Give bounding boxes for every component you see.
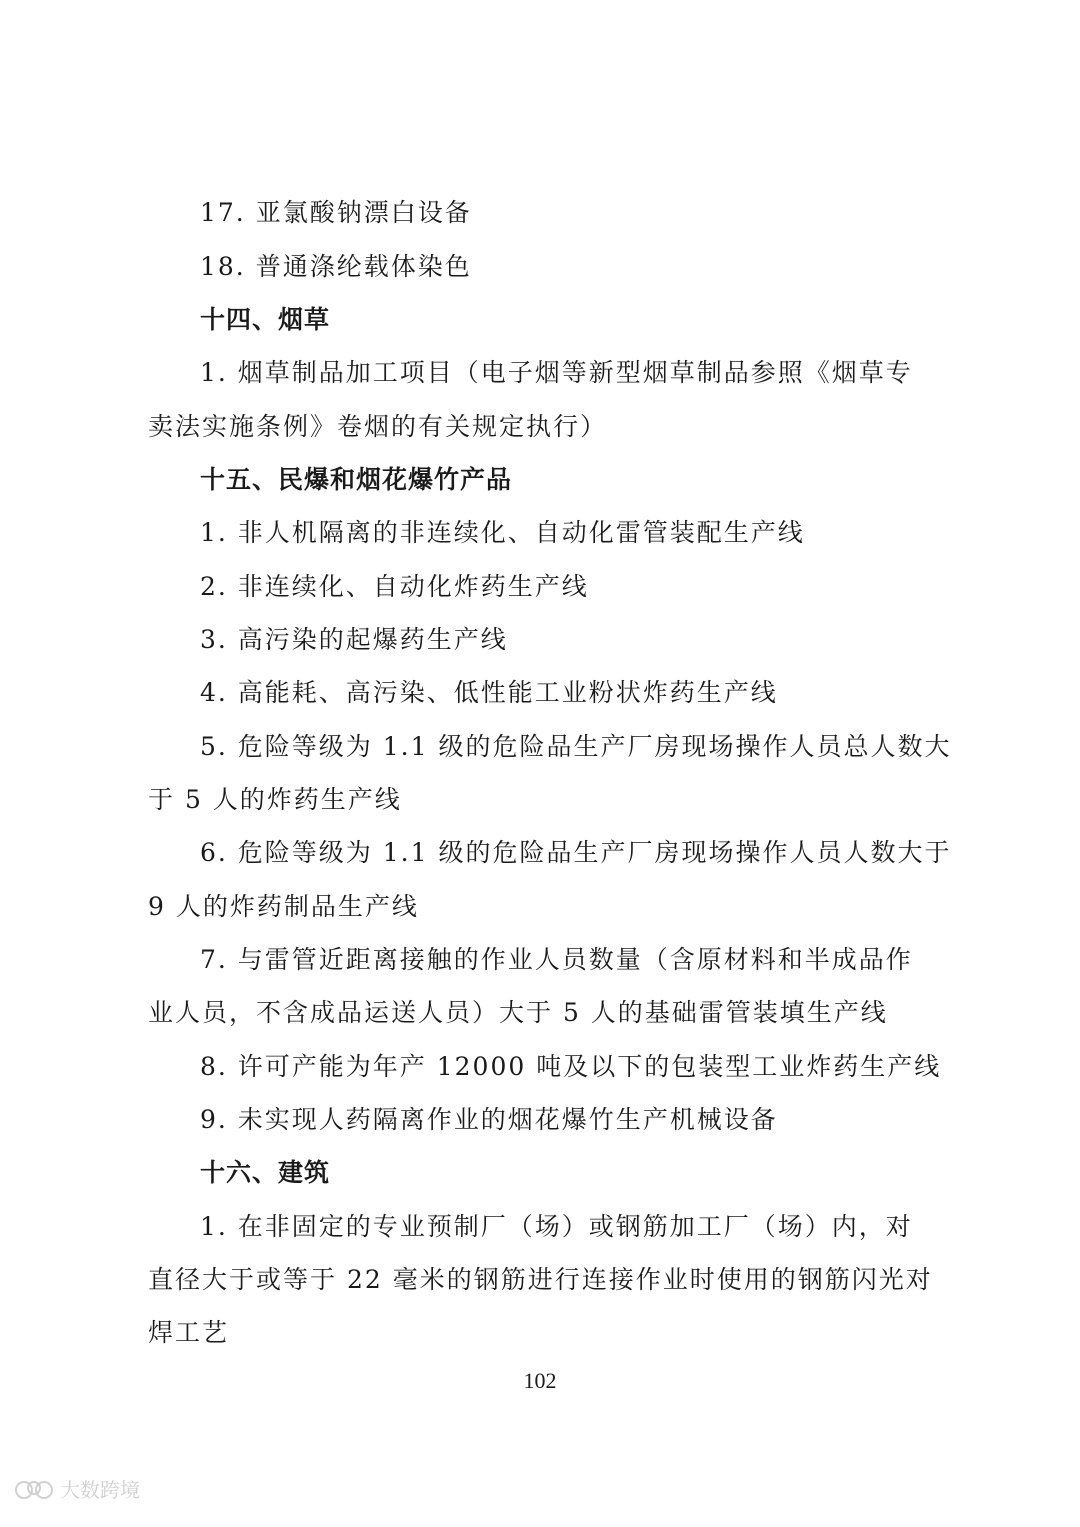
list-item-continuation: 卖法实施条例》卷烟的有关规定执行）: [148, 412, 608, 441]
list-item-continuation: 于 5 人的炸药生产线: [148, 785, 402, 814]
list-item: 6. 危险等级为 1.1 级的危险品生产厂房现场操作人员人数大于: [200, 838, 952, 867]
list-item-continuation: 9 人的炸药制品生产线: [148, 892, 419, 921]
page-number: 102: [523, 1368, 557, 1393]
list-item: 18. 普通涤纶载体染色: [200, 252, 472, 281]
list-item: 2. 非连续化、自动化炸药生产线: [200, 572, 589, 601]
list-item: 3. 高污染的起爆药生产线: [200, 625, 508, 654]
list-item: 1. 非人机隔离的非连续化、自动化雷管装配生产线: [200, 518, 805, 547]
list-item: 9. 未实现人药隔离作业的烟花爆竹生产机械设备: [200, 1105, 778, 1134]
list-item: 17. 亚氯酸钠漂白设备: [200, 198, 472, 227]
list-item: 8. 许可产能为年产 12000 吨及以下的包装型工业炸药生产线: [200, 1052, 942, 1081]
watermark-text: 大数跨境: [60, 1478, 140, 1502]
list-item-continuation: 焊工艺: [148, 1318, 230, 1347]
watermark: [14, 1474, 140, 1503]
section-heading: 十六、建筑: [200, 1158, 331, 1187]
list-item: 7. 与雷管近距离接触的作业人员数量（含原材料和半成品作: [200, 945, 913, 974]
list-item: 4. 高能耗、高污染、低性能工业粉状炸药生产线: [200, 678, 778, 707]
list-item-continuation: 业人员，不含成品运送人员）大于 5 人的基础雷管装填生产线: [148, 998, 888, 1027]
section-heading: 十五、民爆和烟花爆竹产品: [200, 465, 513, 494]
list-item: 5. 危险等级为 1.1 级的危险品生产厂房现场操作人员总人数大: [200, 732, 952, 761]
list-item-continuation: 直径大于或等于 22 毫米的钢筋进行连接作业时使用的钢筋闪光对: [148, 1265, 933, 1294]
section-heading: 十四、烟草: [200, 305, 331, 334]
list-item: 1. 烟草制品加工项目（电子烟等新型烟草制品参照《烟草专: [200, 358, 913, 387]
watermark-logo-icon: [14, 1476, 54, 1502]
list-item: 1. 在非固定的专业预制厂（场）或钢筋加工厂（场）内，对: [200, 1212, 913, 1241]
